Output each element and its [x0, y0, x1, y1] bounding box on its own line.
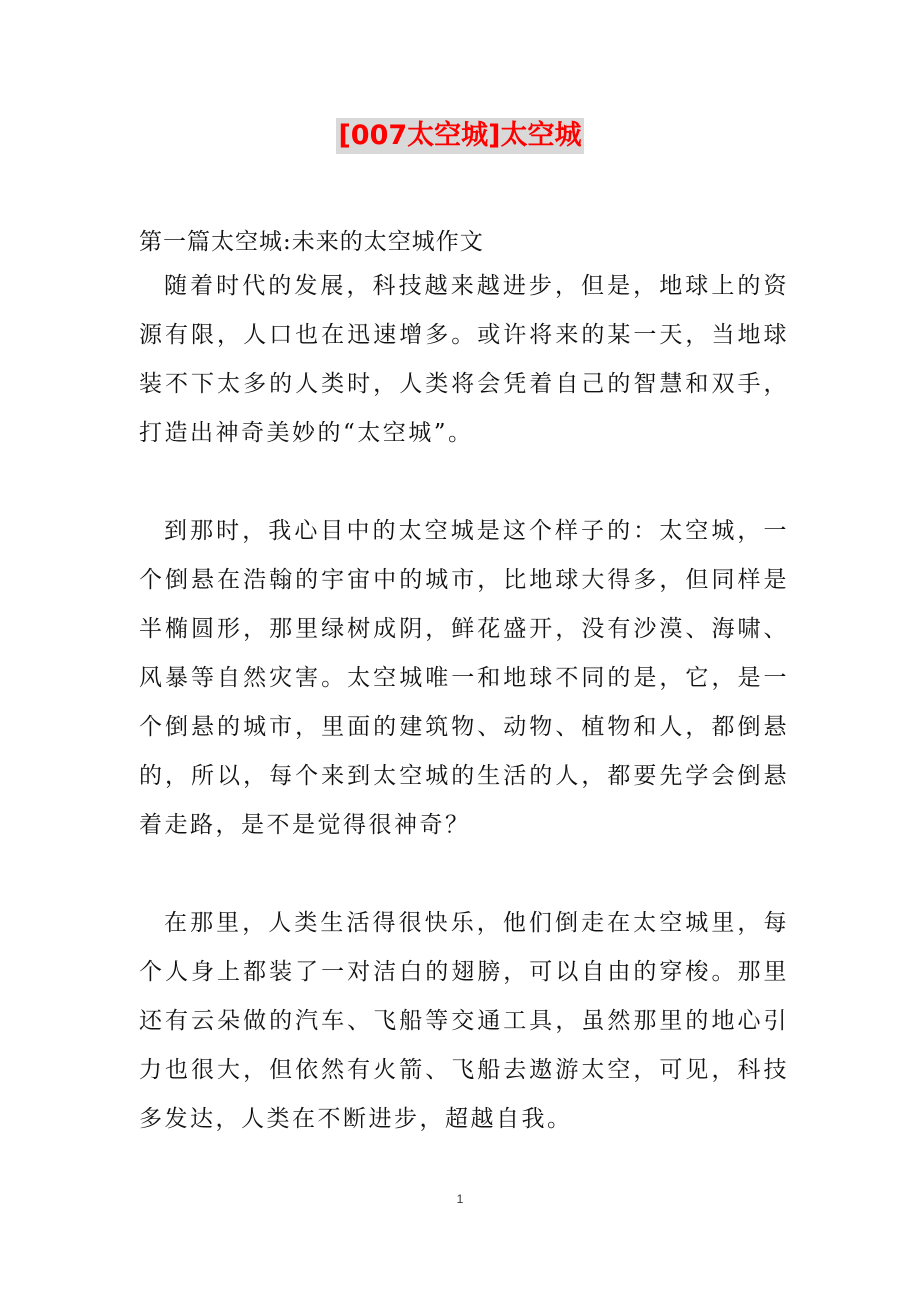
document-title: [007太空城]太空城: [336, 118, 583, 154]
paragraph-3: 在那里，人类生活得很快乐，他们倒走在太空城里，每个人身上都装了一对洁白的翅膀，可以自由的穿梭。那里还有云朵做的汽车、飞船等交通工具，虽然那里的地心引力也很大，但依然有火箭、飞船去遨游太空，可见，科技多发达，人类在不断进步，超越自我。: [139, 910, 789, 1132]
title-container: [0, 118, 920, 154]
document-body: [139, 224, 789, 1144]
section-heading: 第一篇太空城:未来的太空城作文: [139, 229, 484, 255]
paragraph-2: 到那时，我心目中的太空城是这个样子的：太空城，一个倒悬在浩翰的宇宙中的城市，比地球大得多，但同样是半椭圆形，那里绿树成阴，鲜花盛开，没有沙漠、海啸、风暴等自然灾害。太空城唯一和地球不同的是，它，是一个倒悬的城市，里面的建筑物、动物、植物和人，都倒悬的，所以，每个来到太空城的生活的人，都要先学会倒悬着走路，是不是觉得很神奇？: [139, 518, 789, 838]
paragraph-spacer: [139, 458, 789, 507]
page-number: 1: [456, 1192, 464, 1206]
paragraph-1: 随着时代的发展，科技越来越进步，但是，地球上的资源有限，人口也在迅速增多。或许将来的某一天，当地球装不下太多的人类时，人类将会凭着自己的智慧和双手，打造出神奇美妙的“太空城”。: [139, 273, 789, 446]
paragraph-spacer: [139, 850, 789, 899]
